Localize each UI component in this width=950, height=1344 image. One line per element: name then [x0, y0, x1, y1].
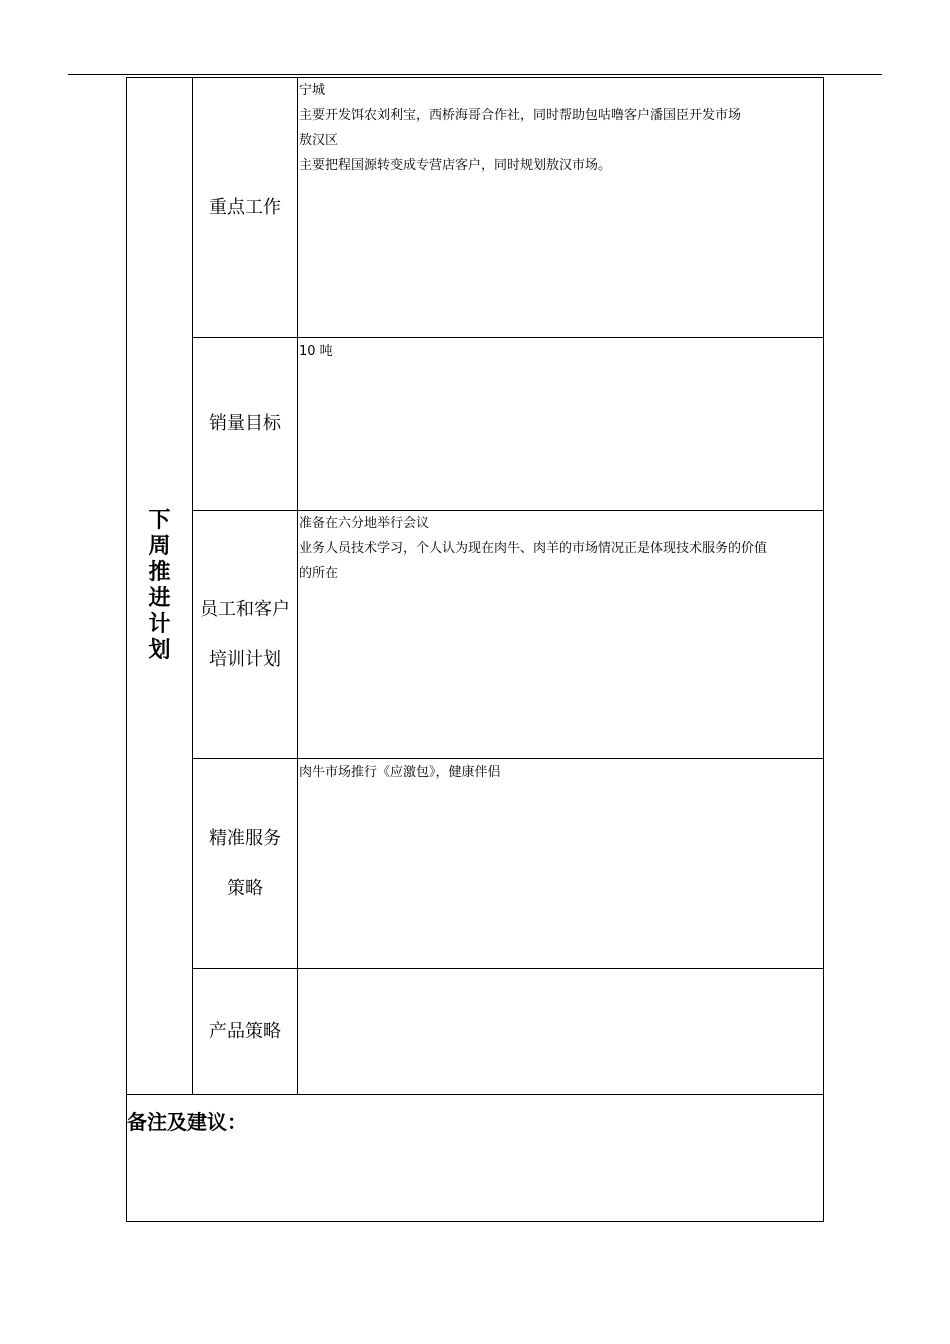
section-title-char: 下	[148, 508, 171, 533]
section-title-char: 划	[148, 638, 171, 663]
row-label-line: 产品策略	[209, 1020, 281, 1042]
row-label-line: 员工和客户	[200, 598, 290, 620]
content-line: 主要把程国源转变成专营店客户，同时规划敖汉市场。	[299, 158, 612, 173]
section-title-next-week-plan	[127, 508, 192, 664]
section-title-char: 推	[148, 560, 171, 585]
section-title-char: 计	[148, 612, 171, 637]
remarks-divider	[126, 1094, 824, 1095]
content-line: 准备在六分地举行会议	[299, 516, 430, 531]
row-label-sales-target	[193, 338, 297, 510]
content-line: 肉牛市场推行《应激包》，健康伴侣	[299, 765, 501, 780]
row-content-precision-service	[298, 760, 824, 968]
content-line: 业务人员技术学习，个人认为现在肉牛、肉羊的市场情况正是体现技术服务的价值	[299, 541, 768, 556]
remarks-title: 备注及建议：	[127, 1110, 247, 1134]
content-line: 宁城	[299, 83, 326, 98]
content-line: 主要开发饵农刘利宝，西桥海哥合作社，同时帮助包咕噜客户潘国臣开发市场	[299, 108, 742, 123]
row-content-key-work	[298, 78, 824, 337]
table-border-bottom	[126, 1221, 824, 1222]
content-line: 10 吨	[299, 344, 333, 359]
content-line: 敖汉区	[299, 133, 339, 148]
row-content-product-strategy	[298, 970, 824, 1094]
section-title-char: 周	[148, 534, 171, 559]
row-label-line: 重点工作	[209, 196, 281, 218]
row-label-precision-service	[193, 759, 297, 968]
row-label-line: 培训计划	[209, 648, 281, 670]
row-label-training-plan	[193, 511, 297, 758]
section-title-char: 进	[148, 586, 171, 611]
row-label-line: 精准服务	[209, 827, 281, 849]
row-content-sales-target	[298, 339, 824, 510]
top-rule	[68, 74, 882, 75]
row-label-key-work	[193, 78, 297, 337]
row-content-training-plan	[298, 511, 824, 758]
row-label-product-strategy	[193, 969, 297, 1094]
row-label-line: 策略	[227, 877, 263, 899]
content-line: 的所在	[299, 566, 339, 581]
row-label-line: 销量目标	[209, 413, 281, 434]
